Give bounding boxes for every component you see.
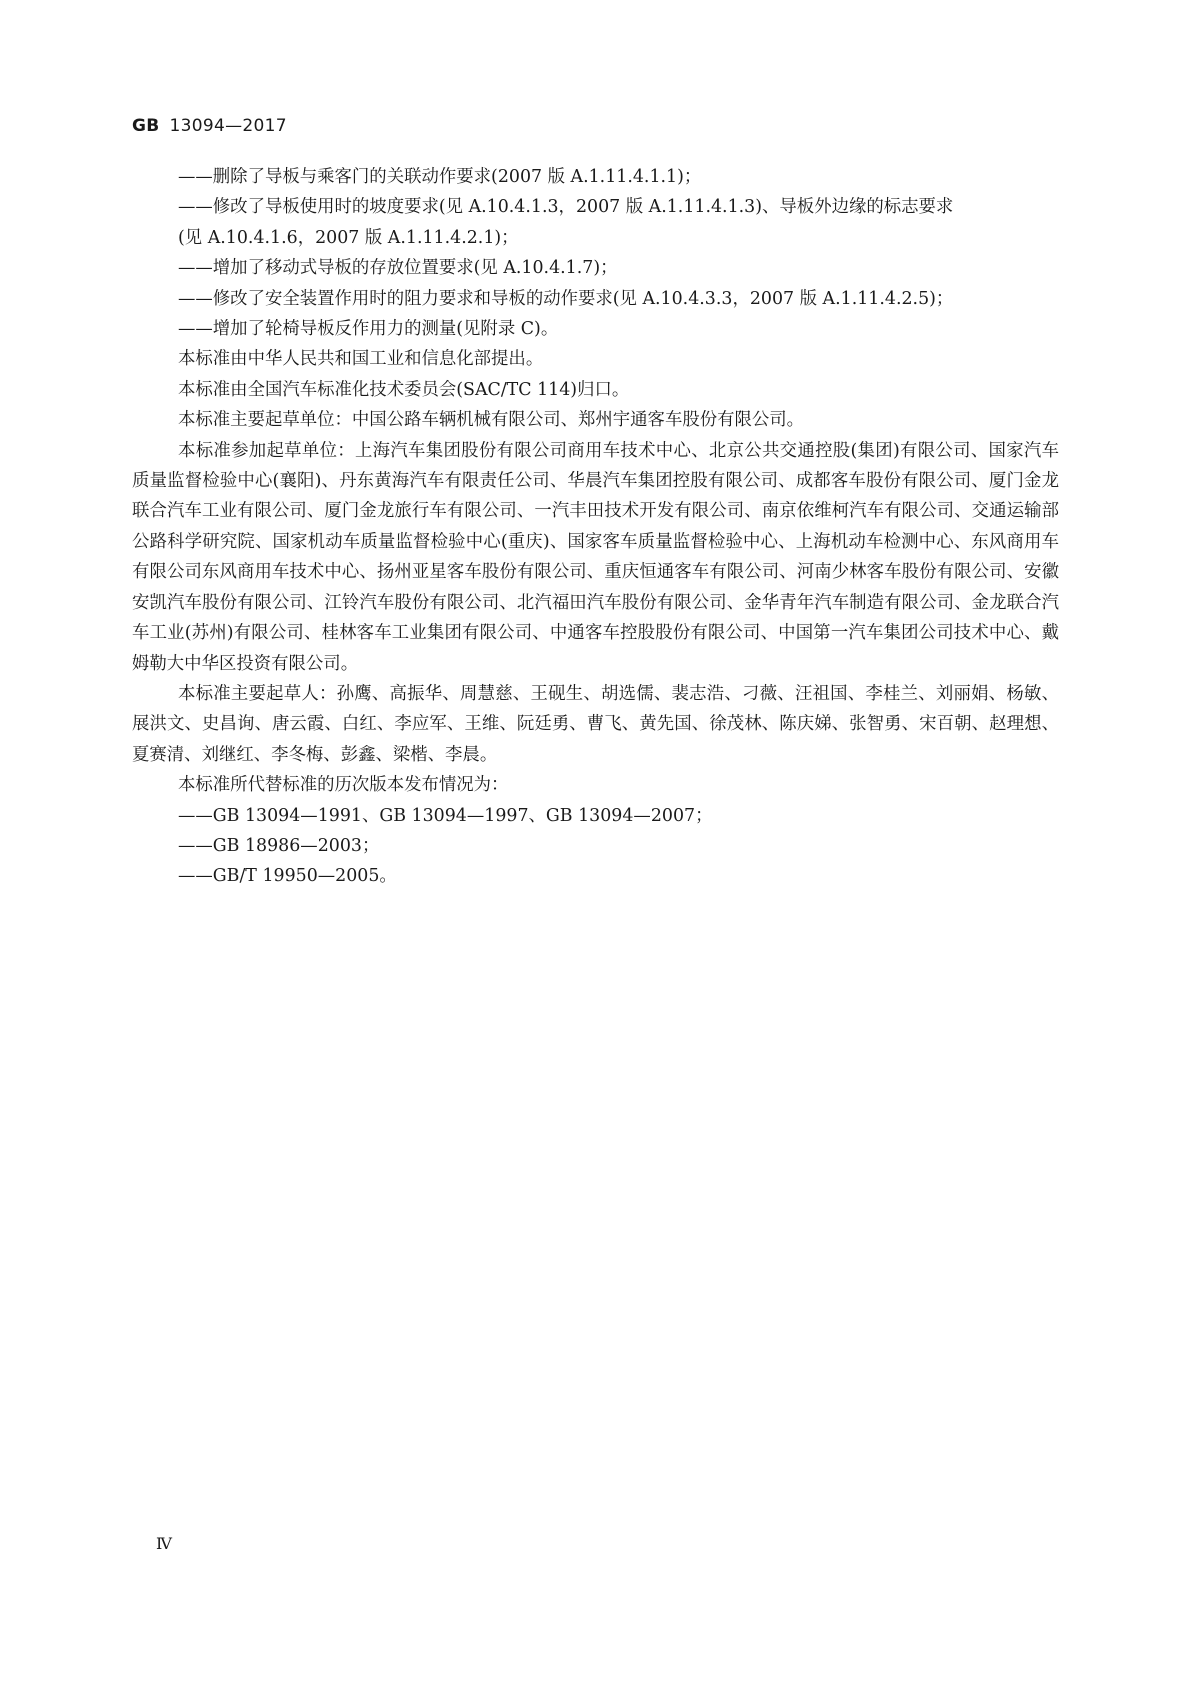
replaced-versions-intro: 本标准所代替标准的历次版本发布情况为： <box>178 775 509 796</box>
main-drafters-paragraph: 本标准主要起草人：孙鹰、高振华、周慧慈、王砚生、胡选儒、裴志浩、刁薇、汪祖国、李桂兰、刘丽娟、杨敏、展洪文、史昌询、唐云霞、白红、李应军、王维、阮廷勇、曹飞、黄先国、徐茂林、陈庆娣、张智勇、宋百朝、赵理想、夏赛清、刘继红、李冬梅、彭鑫、梁楷、李晨。 <box>132 683 1059 765</box>
main-drafting-units-paragraph: 本标准主要起草单位：中国公路车辆机械有限公司、郑州宇通客车股份有限公司。 <box>178 410 805 431</box>
replaced-version-item: ——GB/T 19950—2005。 <box>178 866 397 887</box>
change-item: ——修改了导板使用时的坡度要求(见 A.10.4.1.3，2007 版 A.1.11.4.1.3)、导板外边缘的标志要求 <box>178 197 954 218</box>
document-body <box>132 162 1059 892</box>
change-item: ——增加了轮椅导板反作用力的测量(见附录 C)。 <box>178 319 559 340</box>
replaced-version-item: ——GB 13094—1991、GB 13094—1997、GB 13094—2007； <box>178 805 713 826</box>
standard-prefix: GB <box>132 116 160 136</box>
proposed-by-paragraph: 本标准由中华人民共和国工业和信息化部提出。 <box>178 349 544 370</box>
change-item: ——删除了导板与乘客门的关联动作要求(2007 版 A.1.11.4.1.1)； <box>178 167 702 187</box>
change-item: ——增加了移动式导板的存放位置要求(见 A.10.4.1.7)； <box>178 258 618 279</box>
change-item-continuation: (见 A.10.4.1.6，2007 版 A.1.11.4.2.1)； <box>178 227 519 248</box>
page-number: Ⅳ <box>156 1534 172 1553</box>
document-header <box>132 116 287 136</box>
centralized-by-paragraph: 本标准由全国汽车标准化技术委员会(SAC/TC 114)归口。 <box>178 379 630 400</box>
standard-number: 13094—2017 <box>169 116 287 136</box>
replaced-version-item: ——GB 18986—2003； <box>178 835 380 856</box>
change-item: ——修改了安全装置作用时的阻力要求和导板的动作要求(见 A.10.4.3.3，2007 版 A.1.11.4.2.5)； <box>178 288 954 309</box>
participating-units-paragraph: 本标准参加起草单位：上海汽车集团股份有限公司商用车技术中心、北京公共交通控股(集团)有限公司、国家汽车质量监督检验中心(襄阳)、丹东黄海汽车有限责任公司、华晨汽车集团控股有限公司、成都客车股份有限公司、厦门金龙联合汽车工业有限公司、厦门金龙旅行车有限公司、一汽丰田技术开发有限公司、南京依维柯汽车有限公司、交通运输部公路科学研究院、国家机动车质量监督检验中心(重庆)、国家客车质量监督检验中心、上海机动车检测中心、东风商用车有限公司东风商用车技术中心、扬州亚星客车股份有限公司、重庆恒通客车有限公司、河南少林客车股份有限公司、安徽安凯汽车股份有限公司、江铃汽车股份有限公司、北汽福田汽车股份有限公司、金华青年汽车制造有限公司、金龙联合汽车工业(苏州)有限公司、桂林客车工业集团有限公司、中通客车控股股份有限公司、中国第一汽车集团公司技术中心、戴姆勒大中华区投资有限公司。 <box>132 440 1059 674</box>
